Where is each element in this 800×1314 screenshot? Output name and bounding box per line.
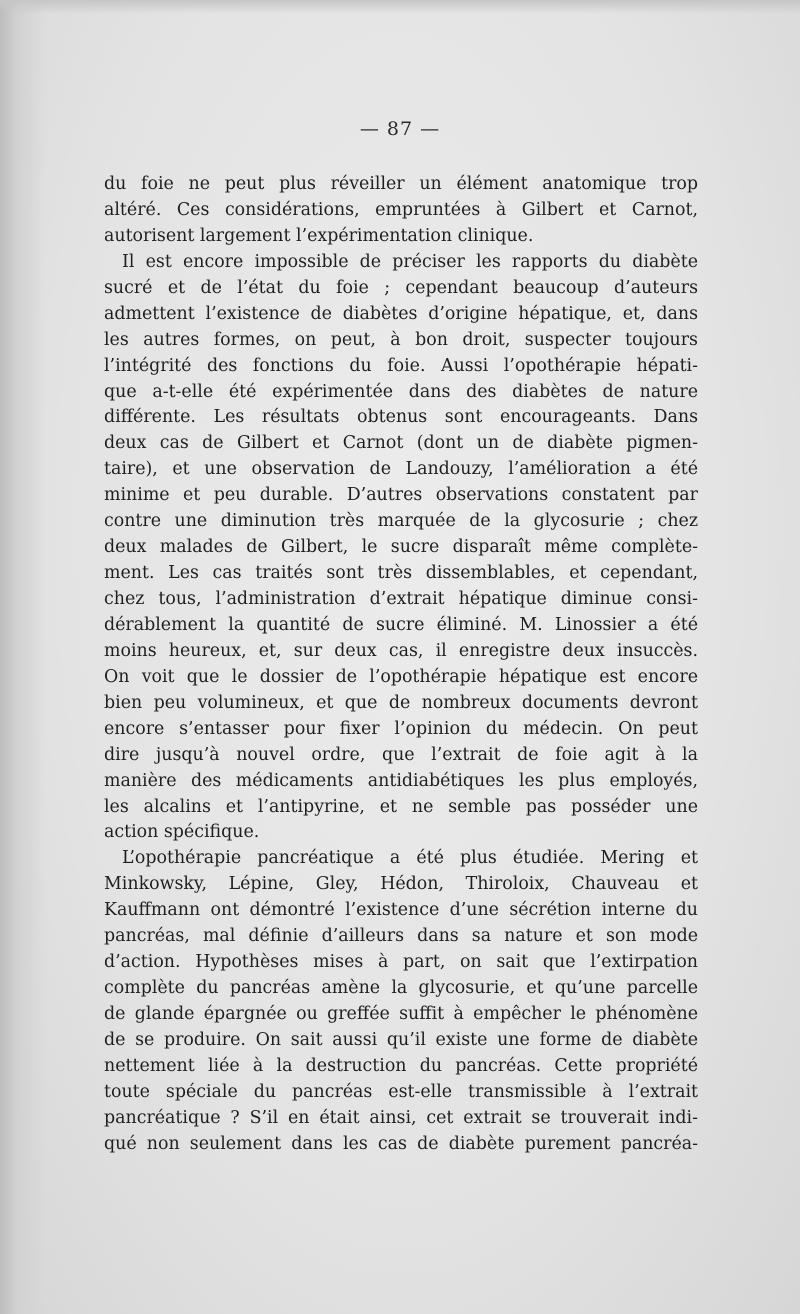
text-line: toute spéciale du pancréas est-elle transmissible à l’extrait (104, 1081, 698, 1102)
text-line: moins heureux, et, sur deux cas, il enregistre deux insuccès. (104, 640, 698, 661)
text-line: de glande épargnée ou greffée suffit à empêcher le phénomène (104, 1004, 698, 1024)
text-line: complète du pancréas amène la glycosurie, et qu’une parcelle (104, 978, 698, 999)
text-line: qué non seulement dans les cas de diabète purement pancréa- (104, 1133, 698, 1154)
text-line: encore s’entasser pour fixer l’opinion du médecin. On peut (104, 718, 698, 739)
text-line: dérablement la quantité de sucre éliminé. M. Linossier a été (104, 614, 698, 635)
text-line: que a-t-elle été expérimentée dans des diabètes de nature (104, 381, 698, 402)
text-line: sucré et de l’état du foie ; cependant beaucoup d’auteurs (104, 277, 698, 298)
page-number: — 87 — (359, 118, 441, 140)
text-line: les autres formes, on peut, à bon droit, suspecter toujours (104, 329, 698, 350)
text-line: nettement liée à la destruction du pancréas. Cette propriété (104, 1055, 698, 1076)
text-line: deux malades de Gilbert, le sucre disparaît même complète- (104, 537, 698, 558)
body-text (104, 172, 698, 1158)
text-line: du foie ne peut plus réveiller un élément anatomique trop (104, 174, 698, 194)
text-line: pancréas, mal définie d’ailleurs dans sa nature et son mode (104, 926, 698, 947)
text-line: l’intégrité des fonctions du foie. Aussi l’opothérapie hépati- (104, 355, 698, 376)
text-line: différente. Les résultats obtenus sont encourageants. Dans (104, 407, 698, 428)
text-line: dire jusqu’à nouvel ordre, que l’extrait de foie agit à la (104, 744, 698, 765)
text-line: deux cas de Gilbert et Carnot (dont un de diabète pigmen- (104, 433, 698, 454)
text-line: d’action. Hypothèses mises à part, on sait que l’extirpation (104, 952, 698, 973)
text-line: autorisent largement l’expérimentation clinique. (104, 225, 534, 246)
text-line: Kauffmann ont démontré l’existence d’une sécrétion interne du (104, 900, 698, 921)
text-line: Minkowsky, Lépine, Gley, Hédon, Thiroloix, Chauveau et (104, 874, 698, 895)
text-line: minime et peu durable. D’autres observations constatent par (104, 485, 698, 506)
text-line: Il est encore impossible de préciser les rapports du diabète (122, 251, 698, 272)
binding-shadow (0, 0, 46, 1314)
text-line: action spécifique. (104, 822, 260, 843)
top-edge-shadow (0, 0, 800, 14)
text-line: chez tous, l’administration d’extrait hépatique diminue consi- (104, 589, 698, 609)
text-line: de se produire. On sait aussi qu’il existe une forme de diabète (104, 1029, 698, 1050)
text-line: les alcalins et l’antipyrine, et ne semble pas posséder une (104, 796, 698, 817)
text-line: pancréatique ? S’il en était ainsi, cet extrait se trouverait indi- (104, 1107, 698, 1128)
text-line: contre une diminution très marquée de la glycosurie ; chez (104, 511, 698, 532)
text-line: admettent l’existence de diabètes d’origine hépatique, et, dans (104, 303, 698, 324)
text-line: On voit que le dossier de l’opothérapie hépatique est encore (104, 666, 698, 687)
text-line: manière des médicaments antidiabétiques les plus employés, (104, 770, 698, 791)
text-line: altéré. Ces considérations, empruntées à Gilbert et Carnot, (104, 199, 698, 220)
text-line: bien peu volumineux, et que de nombreux documents devront (104, 692, 698, 713)
text-line: L’opothérapie pancréatique a été plus étudiée. Mering et (122, 848, 698, 869)
text-line: taire), et une observation de Landouzy, l’amélioration a été (104, 459, 698, 480)
text-line: ment. Les cas traités sont très dissemblables, et cependant, (104, 563, 698, 584)
